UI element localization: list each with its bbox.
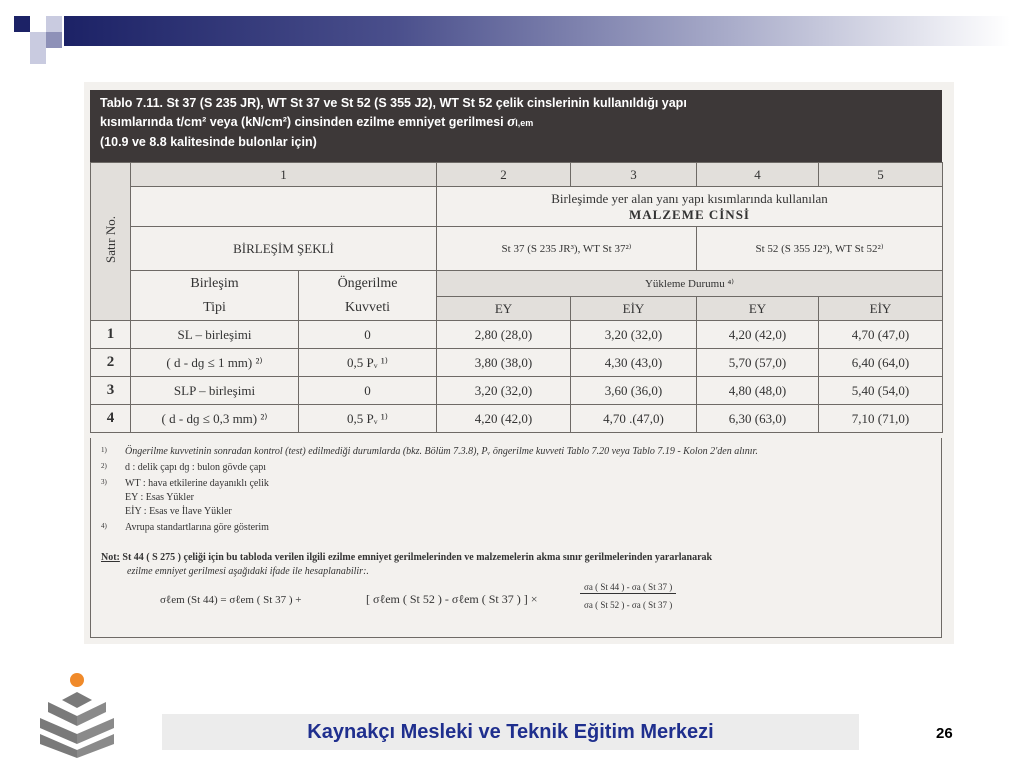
value-cell: 5,40 (54,0): [819, 377, 943, 405]
value-cell: 4,80 (48,0): [697, 377, 819, 405]
footnote: 2) d : delik çapı dɡ : bulon gövde çapı: [101, 462, 267, 473]
row-number: 1: [91, 321, 131, 349]
footnote: EİY : Esas ve İlave Yükler: [125, 506, 232, 517]
footer-title: Kaynakçı Mesleki ve Teknik Eğitim Merkezi: [307, 721, 714, 743]
footnote: 1) Öngerilme kuvvetinin sonradan kontrol (test) edilmediği durumlarda (bkz. Bölüm 7.3.8), Pᵥ öngerilme kuvveti Tablo 7.20 veya Tablo 7.19 - Kolon 2'den alınır.: [101, 446, 758, 457]
birlesim-sekli-header: BİRLEŞİM ŞEKLİ: [131, 227, 437, 271]
value-cell: 5,70 (57,0): [697, 349, 819, 377]
birlesim-tipi: SL – birleşimi: [131, 321, 299, 349]
satir-no-header: Satır No.: [91, 163, 131, 321]
note-line-2: ezilme emniyet gerilmesi aşağıdaki ifade ile hesaplanabilir:.: [127, 566, 369, 577]
ongerilme-header: Öngerilme Kuvveti: [299, 271, 437, 321]
ongerilme-value: 0,5 Pᵥ ¹⁾: [299, 405, 437, 433]
load-col-eiy-2: EİY: [819, 297, 943, 321]
caption-line-2: kısımlarında t/cm² veya (kN/cm²) cinsinden ezilme emniyet gerilmesi σl,em: [100, 114, 534, 130]
formula-denominator: σa ( St 52 ) - σa ( St 37 ): [584, 600, 673, 610]
row-number: 4: [91, 405, 131, 433]
school-logo-icon: [34, 672, 120, 758]
value-cell: 6,30 (63,0): [697, 405, 819, 433]
table-row: [91, 321, 943, 349]
col-number-4: 4: [697, 163, 819, 187]
caption-line-1: Tablo 7.11. St 37 (S 235 JR), WT St 37 ve St 52 (S 355 J2), WT St 52 çelik cinslerinin kullanıldığı yapı: [100, 96, 687, 110]
row-number: 2: [91, 349, 131, 377]
birlesim-tipi: ( d - dɡ ≤ 0,3 mm) ²⁾: [131, 405, 299, 433]
table-row: [91, 405, 943, 433]
load-col-ey-2: EY: [697, 297, 819, 321]
footnote: 3) WT : hava etkilerine dayanıklı çelik: [101, 478, 269, 489]
value-cell: 4,70 .(47,0): [571, 405, 697, 433]
col-number-2: 2: [437, 163, 571, 187]
value-cell: 3,60 (36,0): [571, 377, 697, 405]
value-cell: 4,70 (47,0): [819, 321, 943, 349]
load-col-ey-1: EY: [437, 297, 571, 321]
col-number-3: 3: [571, 163, 697, 187]
footnote: EY : Esas Yükler: [125, 492, 194, 503]
page-number: 26: [936, 725, 953, 742]
row-number: 3: [91, 377, 131, 405]
load-col-eiy-1: EİY: [571, 297, 697, 321]
value-cell: 3,20 (32,0): [571, 321, 697, 349]
ongerilme-value: 0: [299, 377, 437, 405]
formula-bracket: [ σℓem ( St 52 ) - σℓem ( St 37 ) ] ×: [366, 592, 538, 606]
value-cell: 6,40 (64,0): [819, 349, 943, 377]
stress-table: [90, 162, 943, 433]
ongerilme-value: 0: [299, 321, 437, 349]
value-cell: 4,20 (42,0): [437, 405, 571, 433]
st37-header: St 37 (S 235 JR³), WT St 37²⁾: [437, 227, 697, 271]
formula-numerator: σa ( St 44 ) - σa ( St 37 ): [580, 582, 676, 594]
caption-line-3: (10.9 ve 8.8 kalitesinde bulonlar için): [100, 135, 317, 149]
col-number-1: 1: [131, 163, 437, 187]
birlesim-tipi-header: Birleşim Tipi: [131, 271, 299, 321]
birlesim-tipi: SLP – birleşimi: [131, 377, 299, 405]
value-cell: 3,80 (38,0): [437, 349, 571, 377]
malzeme-header: Birleşimde yer alan yanı yapı kısımlarında kullanılan MALZEME CİNSİ: [437, 187, 943, 227]
value-cell: 2,80 (28,0): [437, 321, 571, 349]
table-row: [91, 349, 943, 377]
formula: [160, 582, 760, 622]
value-cell: 4,20 (42,0): [697, 321, 819, 349]
footnote: 4) Avrupa standartlarına göre gösterim: [101, 522, 269, 533]
table-caption: [90, 90, 942, 162]
formula-lhs: σℓem (St 44) = σℓem ( St 37 ) +: [160, 594, 302, 606]
yukleme-durumu-header: Yükleme Durumu ⁴⁾: [437, 271, 943, 297]
value-cell: 7,10 (71,0): [819, 405, 943, 433]
table-row: [91, 377, 943, 405]
birlesim-tipi: ( d - dɡ ≤ 1 mm) ²⁾: [131, 349, 299, 377]
value-cell: 3,20 (32,0): [437, 377, 571, 405]
blank-cell: [131, 187, 437, 227]
st52-header: St 52 (S 355 J2³), WT St 52²⁾: [697, 227, 943, 271]
note-line-1: Not: St 44 ( S 275 ) çeliği için bu tabloda verilen ilgili ezilme emniyet gerilmelerinden ve malzemelerin akma sınır gerilmelerinden yararlanarak: [101, 552, 713, 563]
ongerilme-value: 0,5 Pᵥ ¹⁾: [299, 349, 437, 377]
col-number-5: 5: [819, 163, 943, 187]
value-cell: 4,30 (43,0): [571, 349, 697, 377]
